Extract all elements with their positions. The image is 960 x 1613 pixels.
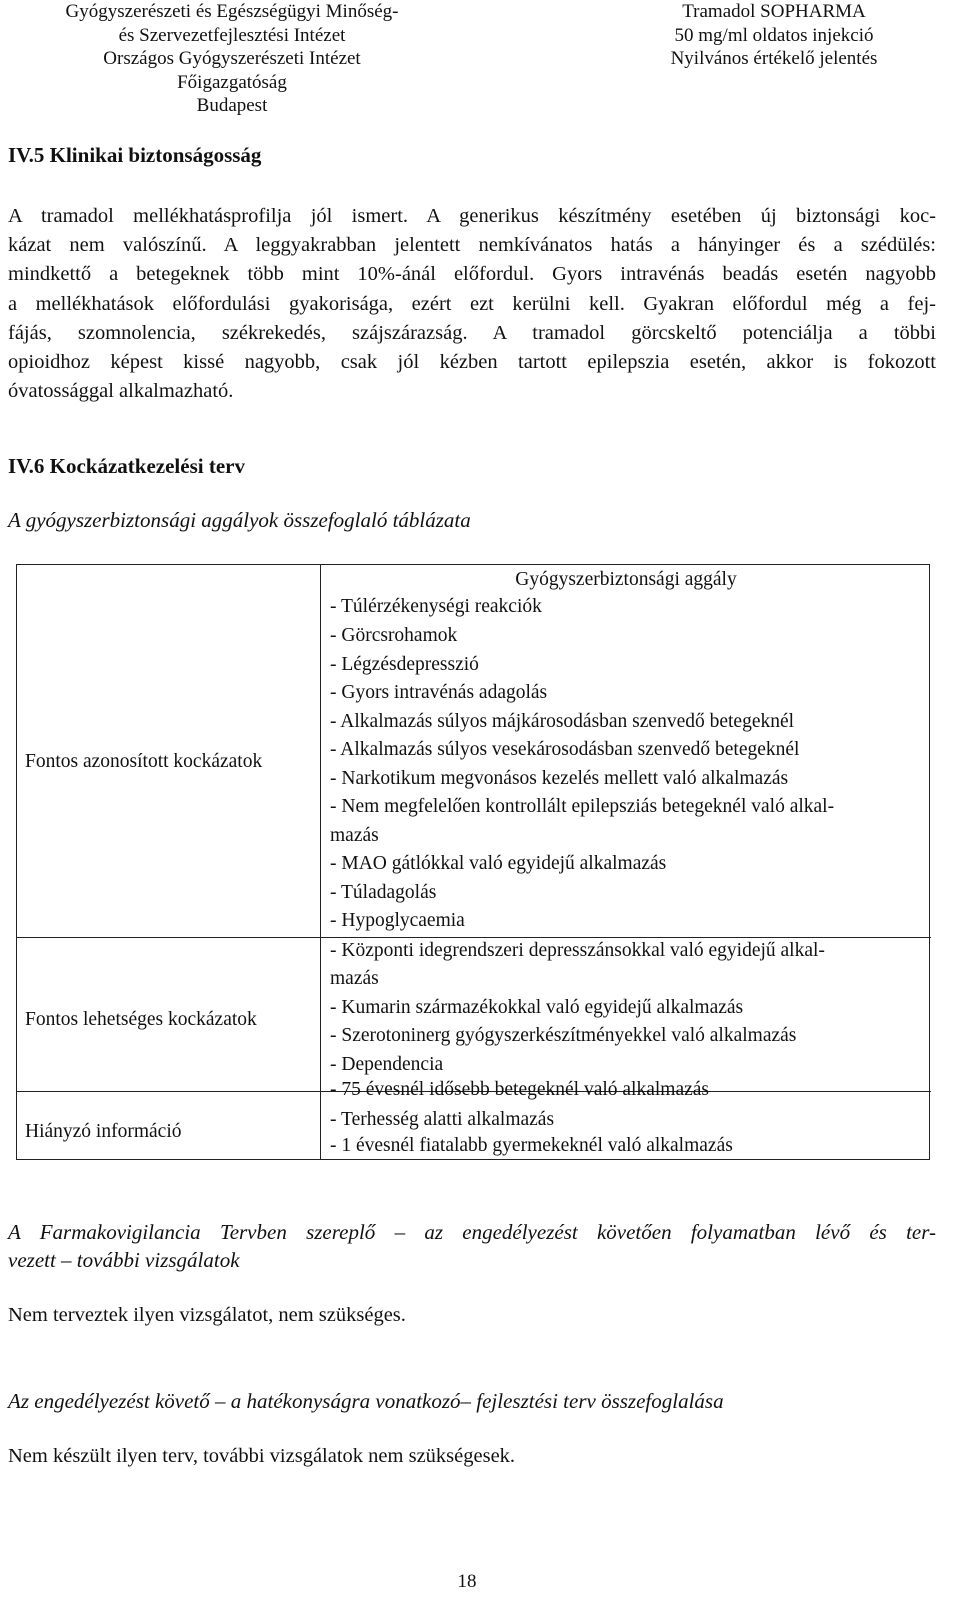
risk-item: mazás xyxy=(330,968,379,989)
risk-item: - Hypoglycaemia xyxy=(330,910,465,931)
risk-item: - 1 évesnél fiatalabb gyermekeknél való alkalmazás xyxy=(330,1135,733,1156)
risk-item: - Kumarin származékokkal való egyidejű alkalmazás xyxy=(330,997,744,1018)
header-right-line: Tramadol SOPHARMA xyxy=(682,1,866,22)
header-left-line: Főigazgatóság xyxy=(177,71,287,93)
risk-item: - Túlérzékenységi reakciók xyxy=(330,596,542,617)
header-left-line: Országos Gyógyszerészeti Intézet xyxy=(103,48,361,69)
header-right xyxy=(624,0,924,71)
section-title-iv6: IV.6 Kockázatkezelési terv xyxy=(8,454,245,478)
efficacy-heading: Az engedélyezést követő – a hatékonyságra vonatkozó– fejlesztési terv összefoglalása xyxy=(8,1389,724,1413)
risk-item: - 75 évesnél idősebb betegeknél való alkalmazás xyxy=(330,1079,710,1100)
risk-item: - Narkotikum megvonásos kezelés mellett való alkalmazás xyxy=(330,768,789,789)
table-caption: A gyógyszerbiztonsági aggályok összefoglaló táblázata xyxy=(8,508,471,532)
header-right-line: Nyilvános értékelő jelentés xyxy=(670,48,878,69)
risk-item: - Központi idegrendszeri depresszánsokkal való egyidejű alkal- xyxy=(330,940,825,961)
table-column-header: Gyógyszerbiztonsági aggály xyxy=(515,569,737,590)
pv-heading-line-1: A Farmakovigilancia Tervben szereplő – az engedélyezést követően folyamatban lévő és ter- xyxy=(8,1220,936,1244)
paragraph-line: opioidhoz képest kissé nagyobb, csak jól kézben tartott epilepszia esetén, akkor is fokozott xyxy=(8,351,936,374)
page-number: 18 xyxy=(457,1571,477,1592)
risk-item: - Görcsrohamok xyxy=(330,625,458,646)
risk-item: - Terhesség alatti alkalmazás xyxy=(330,1109,555,1130)
paragraph-line: A tramadol mellékhatásprofilja jól ismert. A generikus készítmény esetében új biztonsági koc- xyxy=(8,205,936,227)
risk-item: - Alkalmazás súlyos májkárosodásban szenvedő betegeknél xyxy=(330,711,795,732)
row-label-potential: Fontos lehetséges kockázatok xyxy=(25,1009,257,1030)
row-divider-left xyxy=(17,937,321,938)
paragraph-line: óvatossággal alkalmazható. xyxy=(8,380,234,403)
risk-item: - MAO gátlókkal való egyidejű alkalmazás xyxy=(330,853,667,874)
risk-item: - Légzésdepresszió xyxy=(330,654,479,675)
row-label-missing: Hiányzó információ xyxy=(25,1121,182,1142)
efficacy-text: Nem készült ilyen terv, további vizsgálatok nem szükségesek. xyxy=(8,1445,516,1467)
risk-table-left-column xyxy=(17,565,321,1159)
section-iv5-paragraph xyxy=(8,202,936,406)
row-divider-left xyxy=(17,1091,321,1092)
pv-text: Nem terveztek ilyen vizsgálatot, nem szükséges. xyxy=(8,1304,406,1326)
paragraph-line: a mellékhatások előfordulási gyakorisága, ezért ezt kerülni kell. Gyakran előfordul még a fej- xyxy=(8,292,936,315)
risk-item: - Alkalmazás súlyos vesekárosodásban szenvedő betegeknél xyxy=(330,739,800,760)
paragraph-line: fájás, szomnolencia, székrekedés, szájszárazság. A tramadol görcskeltő potenciálja a többi xyxy=(8,321,936,344)
risk-item: - Gyors intravénás adagolás xyxy=(330,682,548,703)
header-left xyxy=(52,0,412,118)
risk-item: - Túladagolás xyxy=(330,882,437,903)
section-title-iv5: IV.5 Klinikai biztonságosság xyxy=(8,143,262,167)
header-left-line: és Szervezetfejlesztési Intézet xyxy=(118,24,346,46)
row-divider-right xyxy=(321,937,931,938)
header-left-line: Budapest xyxy=(196,95,268,116)
header-left-line: Gyógyszerészeti és Egészségügyi Minőség- xyxy=(65,1,399,22)
header-right-line: 50 mg/ml oldatos injekció xyxy=(674,24,874,46)
risk-item: - Szerotoninerg gyógyszerkészítményekkel való alkalmazás xyxy=(330,1025,797,1046)
risk-item: - Dependencia xyxy=(330,1054,444,1075)
paragraph-line: kázat nem valószínű. A leggyakrabban jelentett nemkívánatos hatás a hányinger és a szédülés: xyxy=(8,234,936,257)
row-label-identified: Fontos azonosított kockázatok xyxy=(25,751,263,772)
paragraph-line: mindkettő a betegeknek több mint 10%-ánál előfordul. Gyors intravénás beadás esetén nagyobb xyxy=(8,263,936,286)
risk-item: - Nem megfelelően kontrollált epilepsziás betegeknél való alkal- xyxy=(330,796,835,817)
pv-heading-line-2: vezett – további vizsgálatok xyxy=(8,1248,240,1272)
risk-item: mazás xyxy=(330,825,379,846)
